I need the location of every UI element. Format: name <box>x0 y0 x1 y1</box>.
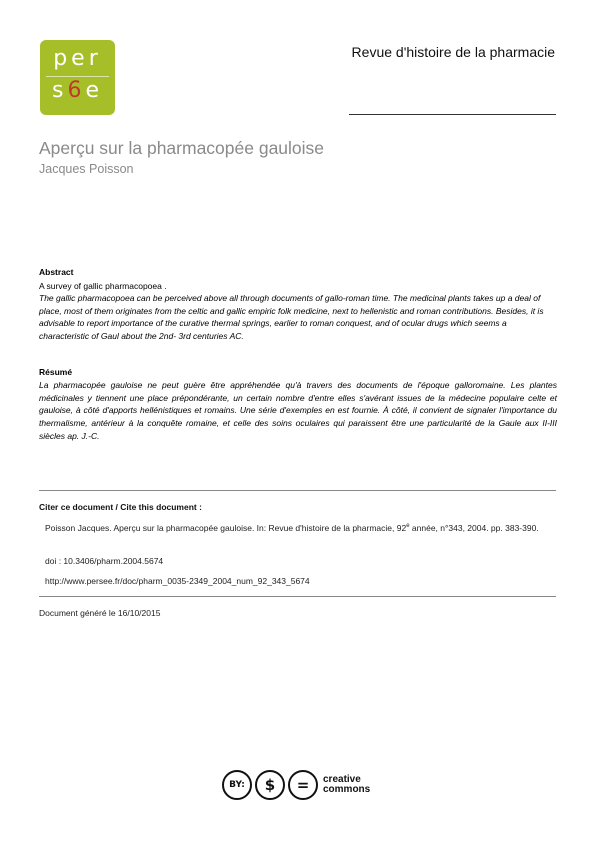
generated-date: Document généré le 16/10/2015 <box>39 608 161 618</box>
header-divider <box>349 114 556 115</box>
cc-by-icon: BY: <box>222 770 252 800</box>
resume-heading: Résumé <box>39 367 73 377</box>
citation-heading: Citer ce document / Cite this document : <box>39 502 202 512</box>
citation-url[interactable]: http://www.persee.fr/doc/pharm_0035-2349_2004_num_92_343_5674 <box>45 576 310 586</box>
logo-divider <box>46 76 109 77</box>
cc-label: creative commons <box>323 774 371 795</box>
resume-text: La pharmacopée gauloise ne peut guère être appréhendée qu'à travers des documents de l'époque galloromaine. Les plantes médicinales y tiennent une place prépondérante, un certain nombre d'entre elles s'avérant issues de la médecine populaire celte et gauloise, à côté d'apports hellénistiques et romains. Une série d'exemples en est fournie. À côté, il convient de signaler l'importance du thermalisme, antérieur à la conquête romaine, et celle des soins oculaires qui paraissent être une particularité de la Gaule aux II-III siècles ap. J.-C. <box>39 380 557 441</box>
persee-logo <box>40 40 115 115</box>
creative-commons-badge[interactable] <box>222 770 372 804</box>
abstract-text: The gallic pharmacopoea can be perceived above all through documents of gallo-roman time. The medicinal plants takes up a deal of place, most of them originates from the celtic and gallic empiric folk medicine, next to hellenistic and roman contributions. Besides, it is advisable to report importance of the curative thermal springs, earlier to roman conquest, and of ocular drugs which seems a characteristic of Gaul about the 2nd- 3rd centuries AC. <box>39 293 544 342</box>
abstract-heading: Abstract <box>39 267 74 277</box>
article-title: Aperçu sur la pharmacopée gauloise <box>39 138 325 158</box>
logo-text-bottom: s6e <box>51 78 103 103</box>
logo-text-top: per <box>53 46 102 71</box>
cc-noncommercial-icon: $ <box>255 770 285 800</box>
citation-divider-top <box>39 490 556 491</box>
cc-noderivatives-icon: = <box>288 770 318 800</box>
citation-doi[interactable]: doi : 10.3406/pharm.2004.5674 <box>45 556 164 566</box>
citation-reference: Poisson Jacques. Aperçu sur la pharmacopée gauloise. In: Revue d'histoire de la pharmacie, 92e année, n°343, 2004. pp. 383-390. <box>45 522 539 533</box>
article-author: Jacques Poisson <box>39 162 134 176</box>
abstract-subtitle: A survey of gallic pharmacopoea . <box>39 281 167 291</box>
citation-divider-bottom <box>39 596 556 597</box>
journal-name: Revue d'histoire de la pharmacie <box>351 44 555 60</box>
